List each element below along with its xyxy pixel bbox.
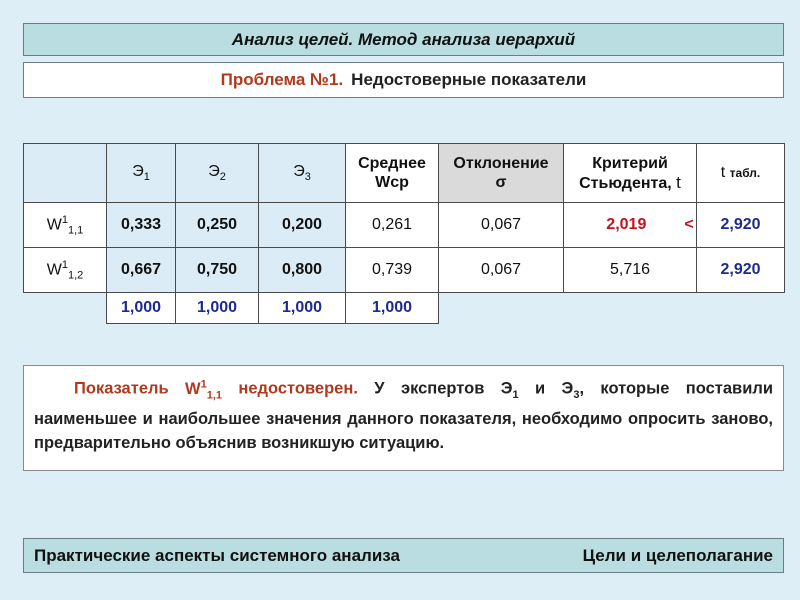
cell-expert-1: 0,333 [107, 203, 176, 248]
cell-expert-2: 0,750 [176, 248, 259, 293]
header-student-criterion: Критерий Стьюдента, t [564, 144, 697, 203]
cell-deviation: 0,067 [439, 248, 564, 293]
total-mean: 1,000 [346, 293, 439, 324]
cell-t-table: 2,920 [697, 203, 785, 248]
header-expert-3: $Э_3$ [259, 144, 346, 203]
cell-expert-1: 0,667 [107, 248, 176, 293]
cell-t-table: 2,920 [697, 248, 785, 293]
total-expert-3: 1,000 [259, 293, 346, 324]
cell-mean: 0,261 [346, 203, 439, 248]
footer-bar [23, 538, 784, 573]
problem-prefix: Проблема №1. [220, 70, 344, 89]
cell-expert-2: 0,250 [176, 203, 259, 248]
cell-expert-3: 0,200 [259, 203, 346, 248]
header-deviation: Отклонение σ [439, 144, 564, 203]
header-expert-2: $Э_2$ [176, 144, 259, 203]
cell-criterion: 5,716 [564, 248, 697, 293]
comparison-sign: < [684, 216, 694, 233]
table-row [24, 203, 785, 248]
ahp-table [23, 143, 785, 324]
header-t-table: t табл. [697, 144, 785, 203]
footer-course: Практические аспекты системного анализа [34, 545, 400, 565]
footer-topic: Цели и целеполагание [582, 545, 773, 565]
table-totals-row [24, 293, 785, 324]
table-header-row [24, 144, 785, 203]
note-lead: Показатель [74, 379, 169, 398]
total-expert-2: 1,000 [176, 293, 259, 324]
cell-deviation: 0,067 [439, 203, 564, 248]
table-row [24, 248, 785, 293]
cell-criterion: 2,019 < [564, 203, 697, 248]
slide-title-text: Анализ целей. Метод анализа иерархий [231, 29, 576, 49]
problem-text: Недостоверные показатели [351, 70, 587, 89]
row-label: $W^1_{1,1}$ [24, 203, 107, 248]
cell-expert-3: 0,800 [259, 248, 346, 293]
note-verdict: недостоверен. [238, 379, 358, 398]
header-corner [24, 144, 107, 203]
header-mean: Среднее Wср [346, 144, 439, 203]
slide-title [23, 23, 784, 56]
total-expert-1: 1,000 [107, 293, 176, 324]
header-expert-1: $Э_1$ [107, 144, 176, 203]
note-indicator: $W^1_{1,1}$ [185, 378, 223, 401]
problem-heading [23, 62, 784, 98]
row-label: $W^1_{1,2}$ [24, 248, 107, 293]
conclusion-note: Показатель $W^1_{1,1}$ недостоверен. У экспертов $Э_1$ и $Э_3$, которые поставили наименьшее и наибольшее значения данного показателя, необходимо опросить заново, предварительно объяснив возникшую ситуацию. [23, 365, 784, 471]
cell-mean: 0,739 [346, 248, 439, 293]
